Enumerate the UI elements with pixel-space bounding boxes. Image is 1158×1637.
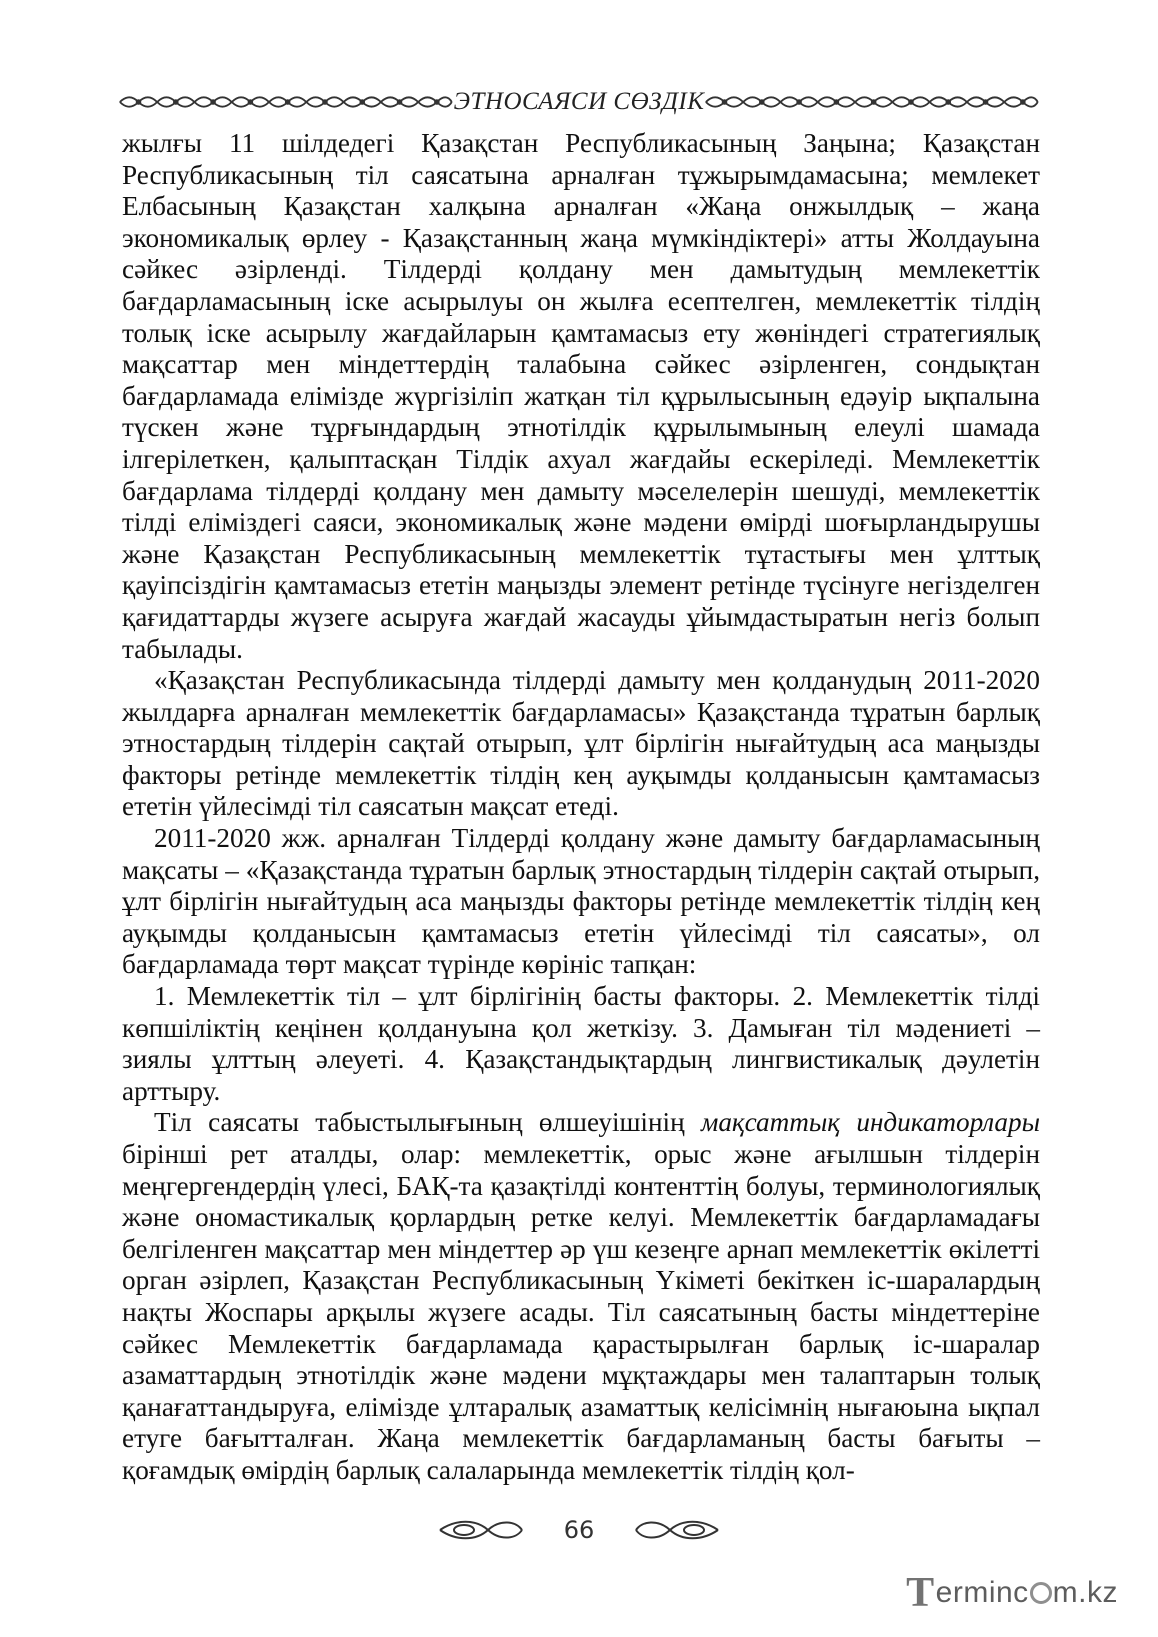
watermark-logo	[906, 1571, 1118, 1615]
ornament-left-icon	[118, 91, 454, 113]
ornament-right-icon	[704, 91, 1040, 113]
paragraph: 1. Мемлекеттік тіл – ұлт бірлігінің басты факторы. 2. Мемлекеттік тілді көпшіліктің кеңінен қолдануына қол жеткізу. 3. Дамыған тіл мәдениеті – зиялы ұлттың әлеуеті. 4. Қазақстандықтардың лингвистикалық дәулетін арттыру.	[122, 981, 1040, 1106]
header-title: ЭТНОСАЯСИ СӨЗДІК	[453, 88, 705, 115]
paragraph-text: бірінші рет аталды, олар: мемлекеттік, орыс және ағылшын тілдерін меңгергендердің үлесі, БАҚ-та қазақтілді контенттің болуы, терминологиялық және ономастикалық қорлардың ретке келуі. Мемлекеттік бағдарламадағы белгіленген мақсаттар мен міндеттер әр үш кезеңге арнап мемлекеттік өкілетті орган әзірлеп, Қазақстан Республикасының Үкіметі бекіткен іс-шаралардың нақты Жоспары арқылы жүзеге асады. Тіл саясатының басты міндеттеріне сәйкес Мемлекеттік бағдарламада қарастырылған барлық іс-шаралар азаматтардың этнотілдік және мәдени мұқтаждары мен талаптарын толық қанағаттандыруға, елімізде ұлтаралық азаматтық келісімнің нығаюына ықпал етуге бағытталған. Жаңа мемлекеттік бағдарламаның басты бағыты – қоғамдық өмірдің барлық салаларында мемлекеттік тілдің қол-	[122, 1139, 1040, 1485]
paragraph: 2011-2020 жж. арналған Тілдерді қолдану және дамыту бағдарламасының мақсаты – «Қазақстанда тұратын барлық этностардың тілдерін сақтай отырып, ұлт бірлігін нығайтудың аса маңызды факторы ретінде мемлекеттік тілдің кең ауқымды қолданысын қамтамасыз ететін үйлесімді тіл саясаты», ол бағдарламада төрт мақсат түрінде көрініс тапқан:	[122, 823, 1040, 980]
page-footer	[0, 1510, 1158, 1550]
paragraph	[122, 1107, 1040, 1486]
body-text	[122, 128, 1040, 1487]
flourish-right-icon	[632, 1517, 722, 1543]
paragraph: жылғы 11 шілдедегі Қазақстан Республикасының Заңына; Қазақстан Республикасының тіл саясатына арналған тұжырымдамасына; мемлекет Елбасының Қазақстан халқына арналған «Жаңа онжылдық – жаңа экономикалық өрлеу - Қазақстанның жаңа мүмкіндіктері» атты Жолдауына сәйкес әзірленді. Тілдерді қолдану мен дамытудың мемлекеттік бағдарламасының іске асырылуы он жылға есептелген, мемлекеттік тілдің толық іске асырылу жағдайларын қамтамасыз ету жөніндегі стратегиялық мақсаттар мен міндеттердің талабына сәйкес әзірленген, сондықтан бағдарламада елімізде жүргізіліп жатқан тіл құрылысының едәуір ықпалына түскен және тұрғындардың этнотілдік құрылымының елеулі шамада ілгерілеткен, қалыптасқан Тілдік ахуал жағдайы ескеріледі. Мемлекеттік бағдарлама тілдерді қолдану мен дамыту мәселелерін шешуді, мемлекеттік тілді еліміздегі саяси, экономикалық және мәдени өмірді шоғырландырушы және Қазақстан Республикасының мемлекеттік тұтастығы мен ұлттық қауіпсіздігін қамтамасыз ететін маңызды элемент ретінде түсінуге негізделген қағидаттарды жүзеге асыруға жағдай жасауды ұйымдастыратын негіз болып табылады.	[122, 128, 1040, 664]
paragraph: «Қазақстан Республикасында тілдерді дамыту мен қолданудың 2011-2020 жылдарға арналған мемлекеттік бағдарламасы» Қазақстанда тұратын барлық этностардың тілдерін сақтай отырып, ұлт бірлігін нығайтудың аса маңызды факторы ретінде мемлекеттік тілдің кең ауқымды қолданысын қамтамасыз ететін үйлесімді тіл саясатын мақсат етеді.	[122, 665, 1040, 822]
paragraph-text: Тіл саясаты табыстылығының өлшеуішінің	[154, 1107, 701, 1138]
watermark-text: ermin	[935, 1576, 1014, 1609]
watermark-text: c	[1013, 1576, 1029, 1609]
emphasized-term: мақсаттық индикаторлары	[700, 1107, 1040, 1138]
flourish-left-icon	[436, 1517, 526, 1543]
logo-t-icon: T	[906, 1570, 935, 1616]
logo-ring-icon	[1030, 1582, 1052, 1604]
running-header	[118, 82, 1040, 122]
watermark-text: m.kz	[1052, 1576, 1118, 1609]
page-number: 66	[563, 1516, 595, 1544]
